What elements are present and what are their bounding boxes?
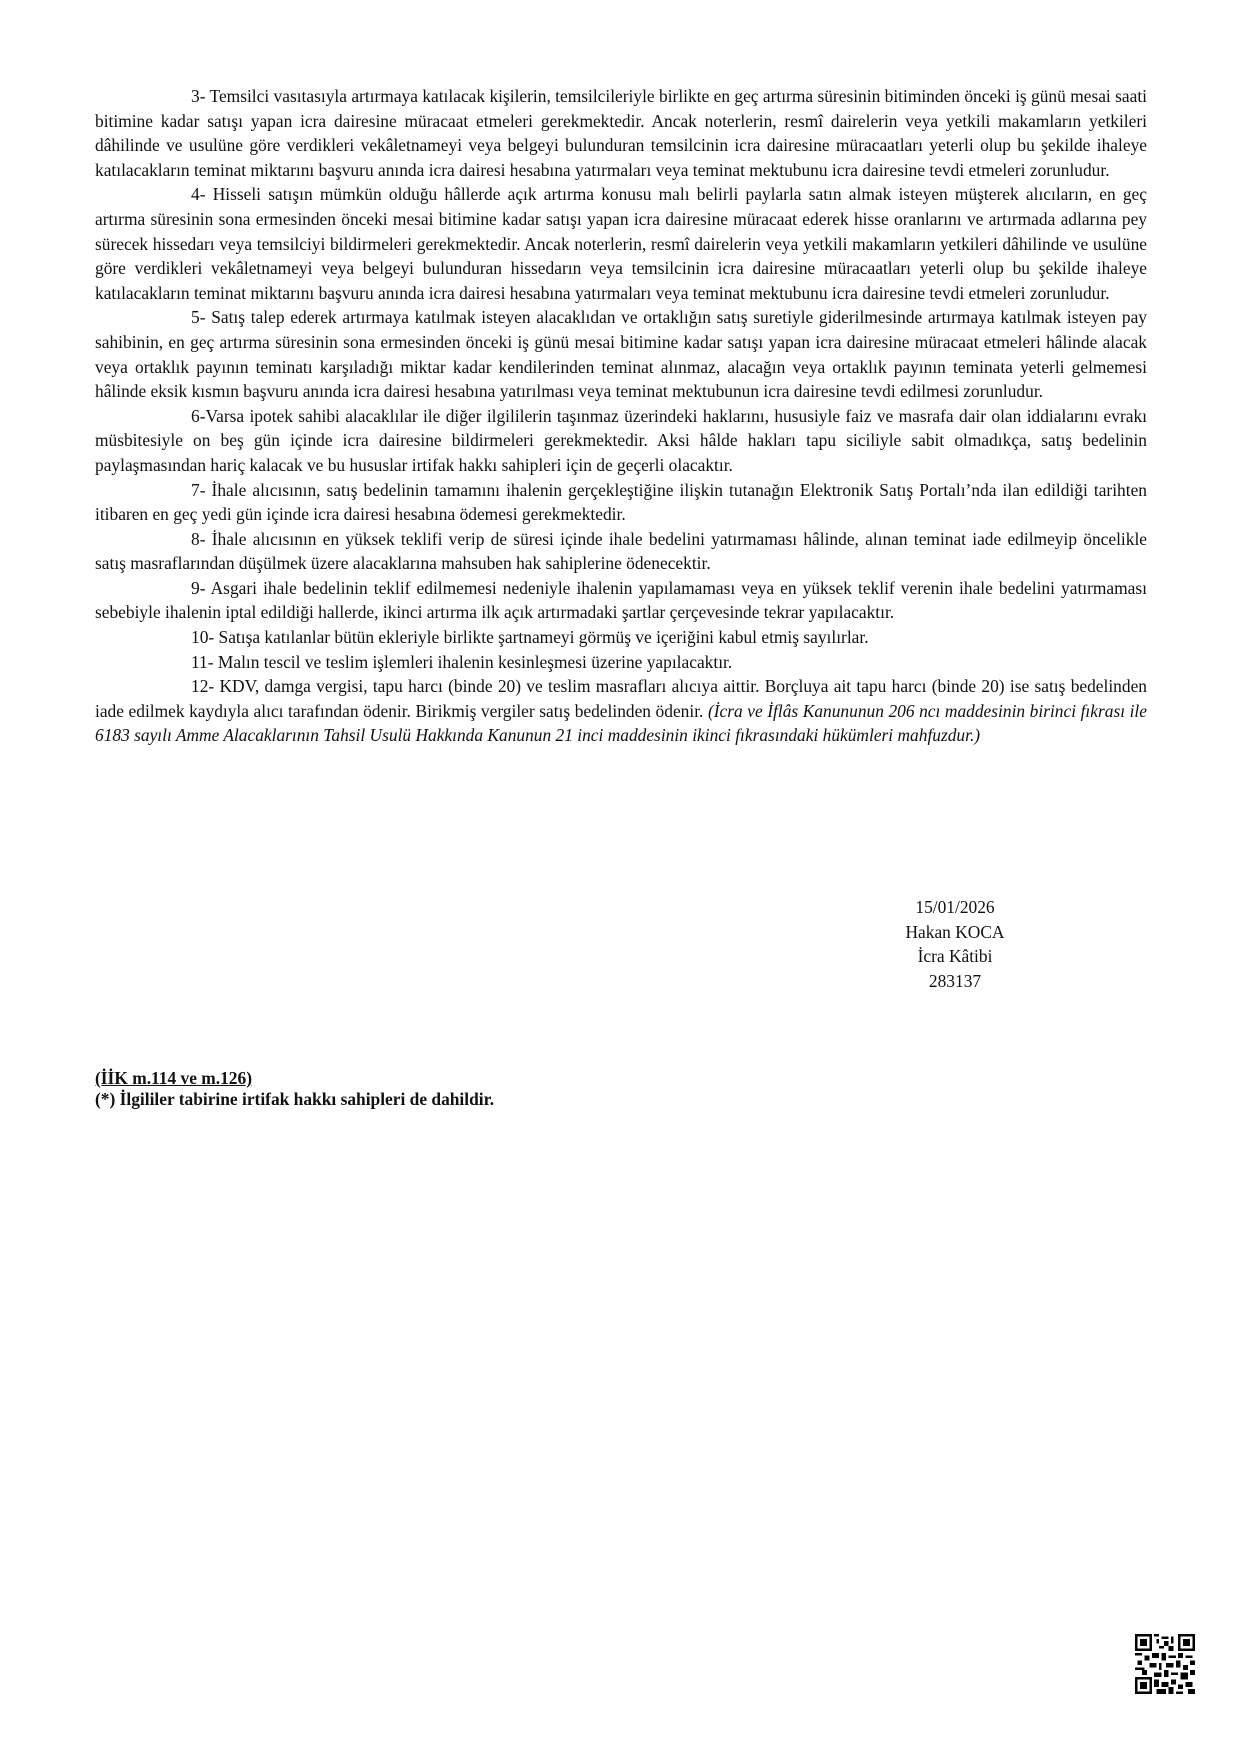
qr-code-icon: [1135, 1634, 1195, 1694]
clause-text: 11- Malın tescil ve teslim işlemleri ihalenin kesinleşmesi üzerine yapılacaktır.: [191, 651, 733, 672]
document-body: [95, 84, 1147, 748]
clause-9: [95, 576, 1147, 625]
clause-7: [95, 478, 1147, 527]
clause-12: [95, 674, 1147, 748]
clause-8: [95, 527, 1147, 576]
footnote: (*) İlgililer tabirine irtifak hakkı sahipleri de dahildir.: [95, 1089, 495, 1109]
signature-block: [880, 895, 1030, 993]
clause-text: 10- Satışa katılanlar bütün ekleriyle birlikte şartnameyi görmüş ve içeriğini kabul etmiş sayılırlar.: [191, 627, 869, 648]
signature-title: İcra Kâtibi: [917, 946, 993, 967]
clause-6: [95, 404, 1147, 478]
signature-name: Hakan KOCA: [905, 921, 1005, 942]
clause-text: 12- KDV, damga vergisi, tapu harcı (binde 20) ve teslim masrafları alıcıya aittir. Borçluya ait tapu harcı (binde 20) ise satış bedelinden iade edilmek kaydıyla alıcı tarafından ödenir. Birikmiş vergiler satış bedelinden ödenir.: [95, 676, 1147, 721]
clause-11: [95, 650, 1147, 675]
clause-text: 3- Temsilci vasıtasıyla artırmaya katılacak kişilerin, temsilcileriyle birlikte en geç artırma süresinin bitiminden önceki iş günü mesai saati bitimine kadar satışı yapan icra dairesine müracaat etmeleri gerekmektedir. Ancak noterlerin, resmî dairelerin veya yetkili makamların yetkileri dâhilinde ve usulüne göre verdikleri vekâletnameyi veya belgeyi bulunduran temsilcinin icra dairesine müracaatları yeterli olup bu şekilde ihaleye katılacakların teminat miktarını başvuru anında icra dairesi hesabına yatırmaları veya teminat mektubunu icra dairesine tevdi etmeleri zorunludur.: [95, 86, 1147, 180]
clause-3: [95, 84, 1147, 182]
law-reference: (İİK m.114 ve m.126): [95, 1068, 252, 1088]
signature-date: 15/01/2026: [915, 897, 995, 917]
footer-notes: [95, 1068, 494, 1110]
clause-10: [95, 625, 1147, 650]
clause-text: 5- Satış talep ederek artırmaya katılmak isteyen alacaklıdan ve ortaklığın satış suretiyle giderilmesinde artırmaya katılmak isteyen pay sahibinin, en geç artırma süresinin sona ermesinden önceki iş günü mesai bitimine kadar satışı yapan icra dairesine müracaat etmeleri hâlinde alacak veya ortaklık payının teminatı karşıladığı miktar kadar kendilerinden teminat alınmaz, alacağın veya ortaklık payının teminata yeterli gelmemesi hâlinde eksik kısmın başvuru anında icra dairesi hesabına yatırılması veya teminat mektubunun icra dairesine tevdi edilmesi zorunludur.: [95, 307, 1147, 402]
clause-legal-note: (İcra ve İflâs Kanununun 206 ncı maddesinin birinci fıkrası ile 6183 sayılı Amme Alacaklarının Tahsil Usulü Hakkında Kanunun 21 inci maddesinin ikinci fıkrasındaki hükümleri mahfuzdur.): [95, 700, 1147, 746]
signature-number: 283137: [928, 970, 982, 991]
clause-text: 9- Asgari ihale bedelinin teklif edilmemesi nedeniyle ihalenin yapılamaması veya en yüksek teklif verenin ihale bedelini yatırmaması sebebiyle ihalenin iptal edildiği hallerde, ikinci artırma ilk açık artırmadaki şartlar çerçevesinde tekrar yapılacaktır.: [95, 577, 1147, 623]
clause-5: [95, 305, 1147, 403]
clause-4: [95, 182, 1147, 305]
clause-text: 6-Varsa ipotek sahibi alacaklılar ile diğer ilgililerin taşınmaz üzerindeki haklarını, hususiyle faiz ve masrafa dair olan iddialarını evrakı müsbitesiyle on beş gün içinde icra dairesine bildirmeleri gerekmektedir. Aksi hâlde hakları tapu siciliyle sabit olmadıkça, satış bedelinin paylaşmasından hariç kalacak ve bu hususlar irtifak hakkı sahipleri için de geçerli olacaktır.: [95, 405, 1147, 475]
clause-text: 4- Hisseli satışın mümkün olduğu hâllerde açık artırma konusu malı belirli paylarla satın almak isteyen müşterek alıcıların, en geç artırma süresinin sona ermesinden önceki mesai bitimine kadar satışı yapan icra dairesine müracaat ederek hisse oranlarını ve artırmada adlarına pey sürecek hissedarı veya temsilciyi bildirmeleri gerekmektedir. Ancak noterlerin, resmî dairelerin veya yetkili makamların yetkileri dâhilinde ve usulüne göre verdikleri vekâletnameyi veya belgeyi bulunduran hissedarın veya temsilcinin icra dairesine müracaatları yeterli olup bu şekilde ihaleye katılacakların teminat miktarını başvuru anında icra dairesi hesabına yatırmaları veya teminat mektubunu icra dairesine tevdi etmeleri zorunludur.: [95, 184, 1147, 303]
clause-text: 8- İhale alıcısının en yüksek teklifi verip de süresi içinde ihale bedelini yatırmaması hâlinde, alınan teminat iade edilmeyip öncelikle satış masraflarından düşülmek üzere alacaklarına mahsuben hak sahiplerine ödenecektir.: [95, 528, 1147, 574]
clause-text: 7- İhale alıcısının, satış bedelinin tamamını ihalenin gerçekleştiğine ilişkin tutanağın Elektronik Satış Portalı’nda ilan edildiği tarihten itibaren en geç yedi gün içinde icra dairesi hesabına ödemesi gerekmektedir.: [95, 479, 1147, 525]
